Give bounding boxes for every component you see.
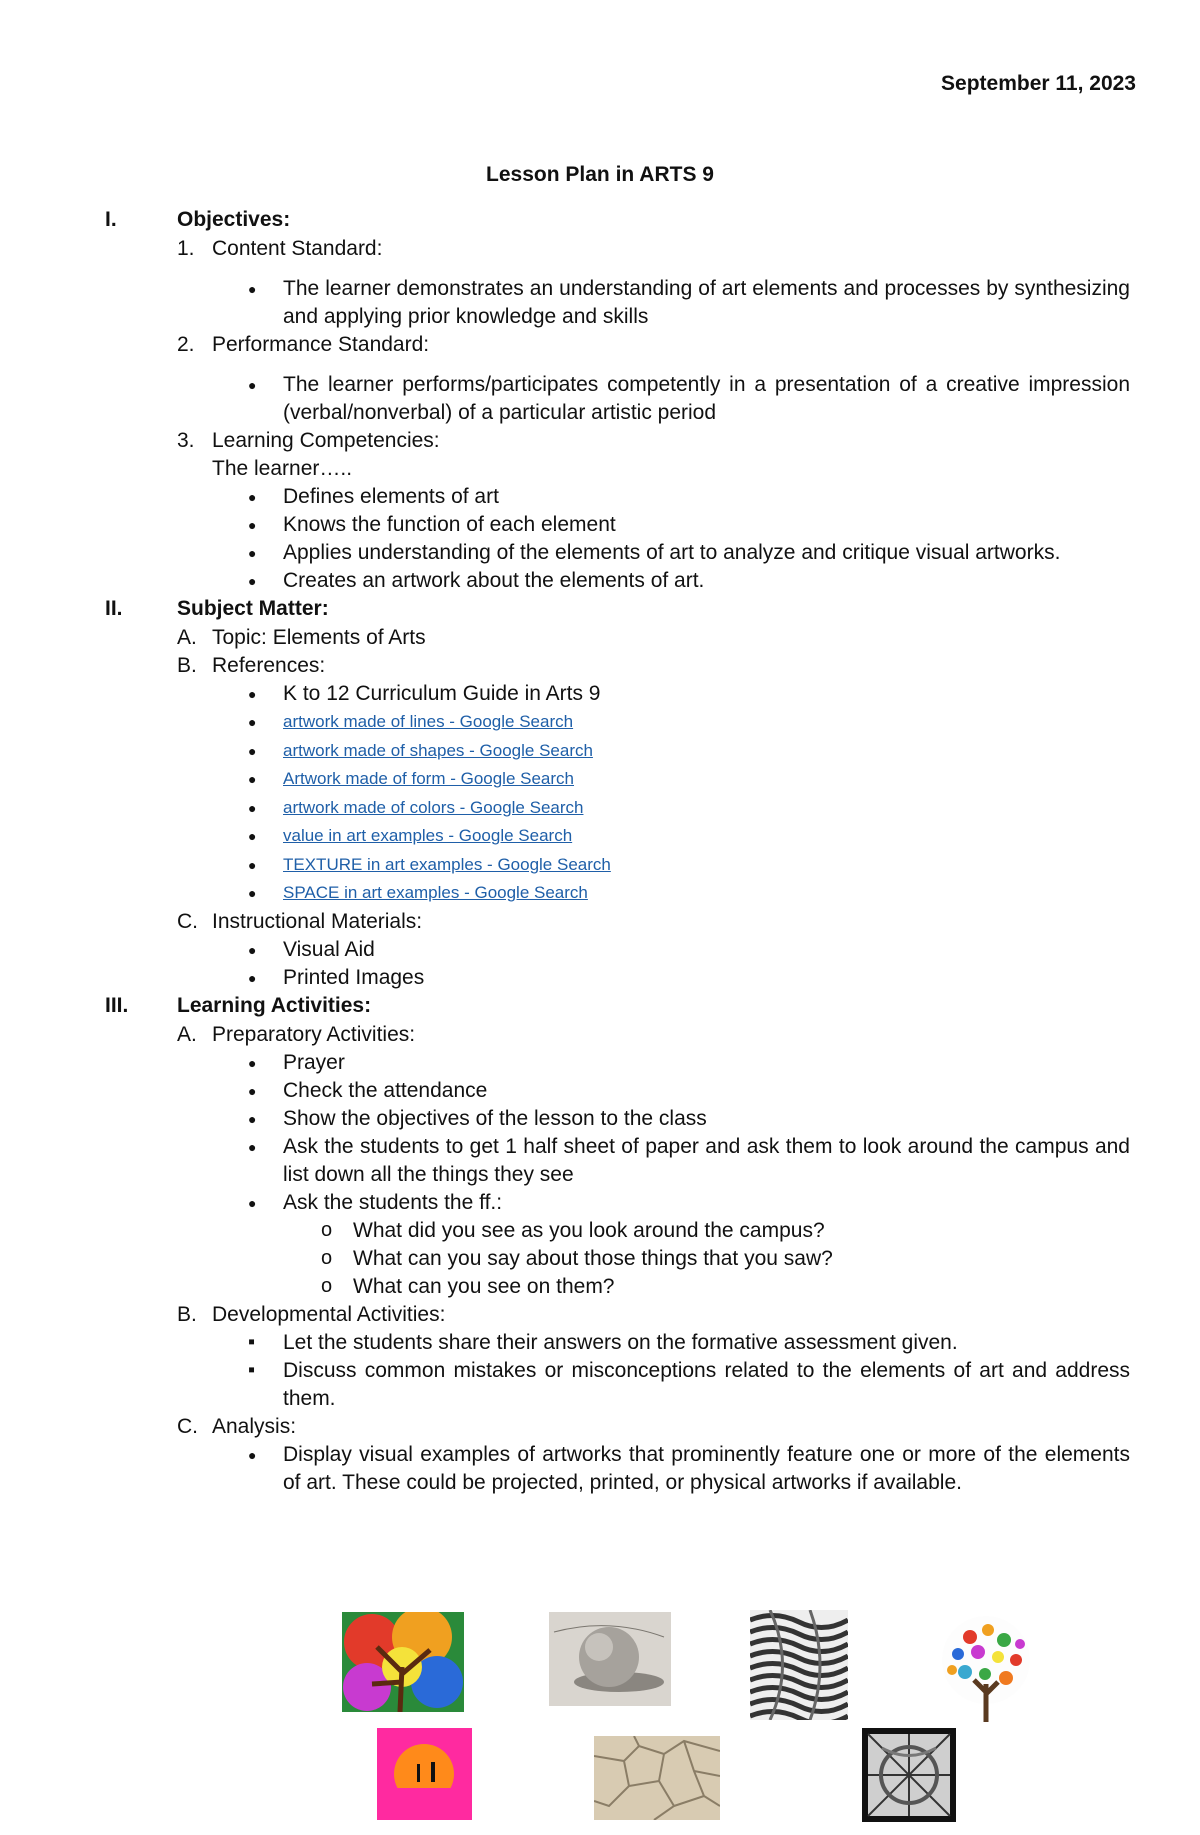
section-heading: Subject Matter:: [177, 597, 329, 620]
section-subject-matter: [105, 595, 1130, 624]
topic: A. Topic: Elements of Arts: [177, 626, 426, 649]
section-learning-activities: [105, 992, 1130, 1021]
list-item: ▪ Discuss common mistakes or misconceptions related to the elements of art and address them.: [105, 1357, 1130, 1413]
content-standard-list: [105, 275, 1130, 331]
sunset-silhouette: [377, 1728, 472, 1820]
list-item: ● Ask the students the ff.:: [105, 1189, 1130, 1217]
artwork-examples: [0, 1600, 1200, 1835]
list-item: ● Check the attendance: [105, 1077, 1130, 1105]
analysis-list: [105, 1441, 1130, 1497]
list-item: o What can you say about those things that you saw?: [105, 1245, 1130, 1273]
materials-list: [105, 936, 1130, 992]
section-heading: Learning Activities:: [177, 993, 372, 1017]
list-item: ● Display visual examples of artworks that prominently feature one or more of the elements of art. These could be projected, printed, or physical artworks if available.: [105, 1441, 1130, 1497]
page-title: Lesson Plan in ARTS 9: [486, 163, 714, 186]
content-standard: 1. Content Standard:: [177, 237, 383, 260]
reference-link-space[interactable]: SPACE in art examples - Google Search: [283, 883, 588, 902]
section-objectives: [105, 206, 1130, 235]
list-item: ● Printed Images: [105, 964, 1130, 992]
section-number: I.: [105, 208, 117, 231]
analysis: C. Analysis:: [177, 1414, 297, 1438]
cracked-texture: [594, 1736, 720, 1820]
document-date: September 11, 2023: [941, 72, 1136, 95]
dotted-tree-art: [930, 1612, 1042, 1724]
section-heading: Objectives:: [177, 208, 291, 231]
list-item: ● Ask the students to get 1 half sheet of paper and ask them to look around the campus and list down all the things they see: [105, 1133, 1130, 1189]
reference-link-item: [105, 822, 1130, 851]
reference-links: [105, 708, 1130, 908]
list-item: ● The learner performs/participates competently in a presentation of a creative impression (verbal/nonverbal) of a particular artistic period: [105, 371, 1130, 427]
reference-link-item: [105, 851, 1130, 880]
preparatory-activities: A. Preparatory Activities:: [177, 1022, 416, 1046]
colorful-tree-painting: [342, 1612, 464, 1712]
reference-link-item: [105, 879, 1130, 908]
sphere-sketch: [549, 1612, 671, 1706]
list-item: o What can you see on them?: [105, 1273, 1130, 1301]
geometric-value-art: [862, 1728, 956, 1822]
list-item: o What did you see as you look around the campus?: [105, 1217, 1130, 1245]
preparatory-list: [105, 1049, 1130, 1217]
reference-link-lines[interactable]: artwork made of lines - Google Search: [283, 712, 574, 731]
list-item: ● Show the objectives of the lesson to the class: [105, 1105, 1130, 1133]
performance-standard: 2. Performance Standard:: [177, 333, 430, 356]
list-item: ● The learner demonstrates an understanding of art elements and processes by synthesizing and applying prior knowledge and skills: [105, 275, 1130, 331]
line-pattern-art: [750, 1610, 848, 1720]
reference-link-item: [105, 765, 1130, 794]
reference-list: [105, 680, 1130, 708]
section-number: III.: [105, 993, 129, 1017]
developmental-activities: B. Developmental Activities:: [177, 1302, 446, 1326]
reference-link-value[interactable]: value in art examples - Google Search: [283, 826, 573, 845]
list-item: ● Creates an artwork about the elements of art.: [105, 567, 1130, 595]
reference-link-item: [105, 737, 1130, 766]
question-list: [105, 1217, 1130, 1301]
reference-link-colors[interactable]: artwork made of colors - Google Search: [283, 797, 584, 817]
reference-link-item: [105, 708, 1130, 737]
performance-standard-list: [105, 371, 1130, 427]
list-item: ● Applies understanding of the elements of art to analyze and critique visual artworks.: [105, 539, 1130, 567]
reference-link-texture[interactable]: TEXTURE in art examples - Google Search: [283, 854, 611, 874]
instructional-materials: C. Instructional Materials:: [177, 909, 423, 933]
references: B. References:: [177, 654, 326, 677]
competencies-intro: The learner…..: [212, 457, 353, 480]
reference-link-item: [105, 794, 1130, 823]
list-item: ▪ Let the students share their answers on the formative assessment given.: [105, 1329, 1130, 1357]
list-item: ● Knows the function of each element: [105, 511, 1130, 539]
learning-competencies: 3. Learning Competencies:: [177, 429, 440, 452]
list-item: ● K to 12 Curriculum Guide in Arts 9: [105, 680, 1130, 708]
list-item: ● Prayer: [105, 1049, 1130, 1077]
reference-link-shapes[interactable]: artwork made of shapes - Google Search: [283, 740, 593, 760]
list-item: ● Defines elements of art: [105, 483, 1130, 511]
reference-link-form[interactable]: Artwork made of form - Google Search: [283, 769, 575, 788]
section-number: II.: [105, 597, 123, 620]
competency-list: [105, 483, 1130, 595]
developmental-list: [105, 1329, 1130, 1413]
list-item: ● Visual Aid: [105, 936, 1130, 964]
lesson-content: [105, 206, 1130, 1497]
